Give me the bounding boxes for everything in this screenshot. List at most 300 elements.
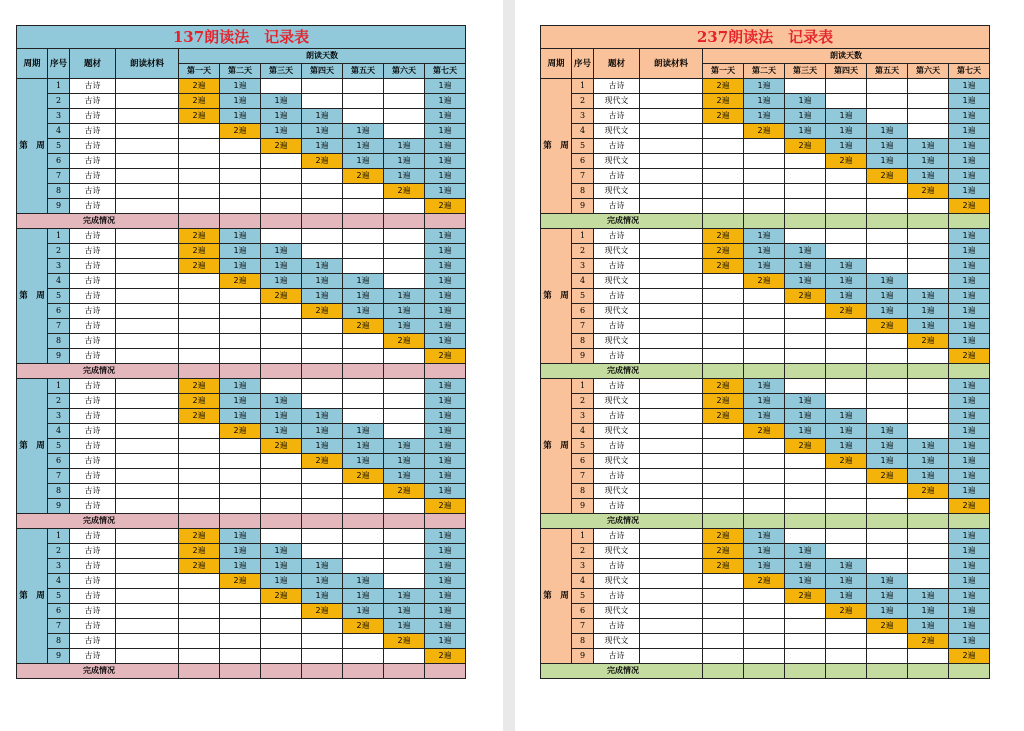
- material-cell[interactable]: [640, 124, 703, 139]
- day-cell[interactable]: 1遍: [220, 259, 261, 274]
- day-cell[interactable]: 1遍: [867, 604, 908, 619]
- day-cell[interactable]: 1遍: [949, 604, 990, 619]
- day-cell[interactable]: [867, 199, 908, 214]
- completion-cell[interactable]: [179, 514, 220, 529]
- day-cell[interactable]: [220, 334, 261, 349]
- day-cell[interactable]: [867, 349, 908, 364]
- day-cell[interactable]: 1遍: [425, 424, 466, 439]
- day-cell[interactable]: [785, 79, 826, 94]
- day-cell[interactable]: 1遍: [744, 259, 785, 274]
- day-cell[interactable]: 1遍: [425, 139, 466, 154]
- day-cell[interactable]: 1遍: [744, 94, 785, 109]
- material-cell[interactable]: [116, 334, 179, 349]
- day-cell[interactable]: [179, 334, 220, 349]
- completion-cell[interactable]: [908, 514, 949, 529]
- day-cell[interactable]: [826, 499, 867, 514]
- day-cell[interactable]: [302, 634, 343, 649]
- day-cell[interactable]: 1遍: [302, 139, 343, 154]
- day-cell[interactable]: 2遍: [826, 304, 867, 319]
- day-cell[interactable]: [744, 454, 785, 469]
- material-cell[interactable]: [640, 499, 703, 514]
- completion-cell[interactable]: [425, 364, 466, 379]
- day-cell[interactable]: [826, 529, 867, 544]
- material-cell[interactable]: [116, 499, 179, 514]
- day-cell[interactable]: [744, 154, 785, 169]
- day-cell[interactable]: 1遍: [302, 424, 343, 439]
- day-cell[interactable]: [179, 454, 220, 469]
- day-cell[interactable]: 2遍: [703, 409, 744, 424]
- day-cell[interactable]: [261, 154, 302, 169]
- day-cell[interactable]: 1遍: [744, 529, 785, 544]
- material-cell[interactable]: [640, 454, 703, 469]
- day-cell[interactable]: [826, 379, 867, 394]
- completion-cell[interactable]: [343, 364, 384, 379]
- day-cell[interactable]: [343, 634, 384, 649]
- day-cell[interactable]: [261, 649, 302, 664]
- day-cell[interactable]: [908, 109, 949, 124]
- day-cell[interactable]: 1遍: [949, 259, 990, 274]
- day-cell[interactable]: 1遍: [425, 454, 466, 469]
- day-cell[interactable]: [384, 499, 425, 514]
- day-cell[interactable]: [867, 394, 908, 409]
- completion-cell[interactable]: [785, 664, 826, 679]
- day-cell[interactable]: [703, 469, 744, 484]
- day-cell[interactable]: 1遍: [220, 559, 261, 574]
- day-cell[interactable]: [261, 229, 302, 244]
- day-cell[interactable]: [179, 124, 220, 139]
- day-cell[interactable]: 1遍: [949, 469, 990, 484]
- day-cell[interactable]: 1遍: [908, 619, 949, 634]
- day-cell[interactable]: 1遍: [220, 79, 261, 94]
- day-cell[interactable]: [785, 499, 826, 514]
- day-cell[interactable]: 2遍: [703, 529, 744, 544]
- completion-cell[interactable]: [220, 214, 261, 229]
- material-cell[interactable]: [640, 649, 703, 664]
- day-cell[interactable]: [744, 319, 785, 334]
- day-cell[interactable]: [703, 289, 744, 304]
- material-cell[interactable]: [116, 439, 179, 454]
- day-cell[interactable]: [384, 199, 425, 214]
- day-cell[interactable]: [826, 394, 867, 409]
- day-cell[interactable]: 1遍: [425, 409, 466, 424]
- completion-cell[interactable]: [949, 514, 990, 529]
- day-cell[interactable]: 1遍: [384, 304, 425, 319]
- material-cell[interactable]: [640, 304, 703, 319]
- day-cell[interactable]: [908, 259, 949, 274]
- day-cell[interactable]: [220, 169, 261, 184]
- day-cell[interactable]: [703, 124, 744, 139]
- day-cell[interactable]: [826, 484, 867, 499]
- day-cell[interactable]: 1遍: [867, 124, 908, 139]
- day-cell[interactable]: 1遍: [867, 424, 908, 439]
- day-cell[interactable]: [343, 529, 384, 544]
- day-cell[interactable]: [785, 379, 826, 394]
- day-cell[interactable]: 1遍: [826, 109, 867, 124]
- day-cell[interactable]: [220, 484, 261, 499]
- day-cell[interactable]: [302, 649, 343, 664]
- day-cell[interactable]: 1遍: [949, 619, 990, 634]
- day-cell[interactable]: 1遍: [220, 544, 261, 559]
- day-cell[interactable]: [908, 574, 949, 589]
- material-cell[interactable]: [116, 244, 179, 259]
- day-cell[interactable]: [826, 94, 867, 109]
- day-cell[interactable]: 1遍: [384, 319, 425, 334]
- day-cell[interactable]: 1遍: [867, 439, 908, 454]
- day-cell[interactable]: [867, 499, 908, 514]
- day-cell[interactable]: 1遍: [949, 304, 990, 319]
- completion-cell[interactable]: [703, 664, 744, 679]
- day-cell[interactable]: 2遍: [703, 244, 744, 259]
- day-cell[interactable]: [703, 199, 744, 214]
- day-cell[interactable]: [867, 334, 908, 349]
- material-cell[interactable]: [116, 409, 179, 424]
- day-cell[interactable]: [384, 229, 425, 244]
- day-cell[interactable]: [826, 169, 867, 184]
- day-cell[interactable]: 2遍: [867, 619, 908, 634]
- completion-cell[interactable]: [744, 214, 785, 229]
- completion-cell[interactable]: [744, 664, 785, 679]
- day-cell[interactable]: 1遍: [949, 574, 990, 589]
- day-cell[interactable]: [343, 649, 384, 664]
- day-cell[interactable]: 2遍: [744, 424, 785, 439]
- day-cell[interactable]: [867, 379, 908, 394]
- day-cell[interactable]: [384, 79, 425, 94]
- day-cell[interactable]: [302, 544, 343, 559]
- material-cell[interactable]: [116, 169, 179, 184]
- day-cell[interactable]: [343, 109, 384, 124]
- day-cell[interactable]: 2遍: [261, 289, 302, 304]
- day-cell[interactable]: 2遍: [949, 649, 990, 664]
- day-cell[interactable]: [785, 199, 826, 214]
- day-cell[interactable]: 2遍: [867, 319, 908, 334]
- day-cell[interactable]: 2遍: [179, 379, 220, 394]
- material-cell[interactable]: [116, 559, 179, 574]
- day-cell[interactable]: [261, 349, 302, 364]
- day-cell[interactable]: [908, 394, 949, 409]
- day-cell[interactable]: [384, 379, 425, 394]
- day-cell[interactable]: 2遍: [908, 484, 949, 499]
- day-cell[interactable]: 1遍: [949, 424, 990, 439]
- day-cell[interactable]: [302, 244, 343, 259]
- day-cell[interactable]: [384, 574, 425, 589]
- day-cell[interactable]: [261, 484, 302, 499]
- day-cell[interactable]: 1遍: [744, 79, 785, 94]
- day-cell[interactable]: [826, 619, 867, 634]
- day-cell[interactable]: 1遍: [261, 259, 302, 274]
- material-cell[interactable]: [640, 349, 703, 364]
- day-cell[interactable]: 1遍: [302, 439, 343, 454]
- day-cell[interactable]: [703, 454, 744, 469]
- completion-cell[interactable]: [343, 214, 384, 229]
- completion-cell[interactable]: [384, 664, 425, 679]
- day-cell[interactable]: 2遍: [826, 454, 867, 469]
- day-cell[interactable]: 1遍: [908, 454, 949, 469]
- day-cell[interactable]: [867, 244, 908, 259]
- day-cell[interactable]: [703, 499, 744, 514]
- day-cell[interactable]: 2遍: [425, 199, 466, 214]
- day-cell[interactable]: 1遍: [425, 304, 466, 319]
- day-cell[interactable]: 1遍: [343, 124, 384, 139]
- day-cell[interactable]: [220, 634, 261, 649]
- day-cell[interactable]: 1遍: [261, 109, 302, 124]
- day-cell[interactable]: 1遍: [908, 154, 949, 169]
- day-cell[interactable]: 1遍: [949, 634, 990, 649]
- day-cell[interactable]: [867, 229, 908, 244]
- day-cell[interactable]: [261, 529, 302, 544]
- day-cell[interactable]: [826, 184, 867, 199]
- day-cell[interactable]: [261, 469, 302, 484]
- day-cell[interactable]: 1遍: [425, 79, 466, 94]
- day-cell[interactable]: [220, 154, 261, 169]
- material-cell[interactable]: [640, 379, 703, 394]
- day-cell[interactable]: 1遍: [302, 289, 343, 304]
- day-cell[interactable]: [703, 439, 744, 454]
- day-cell[interactable]: 2遍: [425, 349, 466, 364]
- material-cell[interactable]: [640, 424, 703, 439]
- material-cell[interactable]: [116, 304, 179, 319]
- material-cell[interactable]: [116, 199, 179, 214]
- day-cell[interactable]: 1遍: [261, 574, 302, 589]
- completion-cell[interactable]: [949, 364, 990, 379]
- material-cell[interactable]: [116, 589, 179, 604]
- completion-cell[interactable]: [220, 664, 261, 679]
- day-cell[interactable]: 1遍: [785, 109, 826, 124]
- day-cell[interactable]: [261, 199, 302, 214]
- day-cell[interactable]: 1遍: [949, 124, 990, 139]
- day-cell[interactable]: [744, 649, 785, 664]
- day-cell[interactable]: [703, 154, 744, 169]
- day-cell[interactable]: [179, 304, 220, 319]
- completion-cell[interactable]: [302, 664, 343, 679]
- day-cell[interactable]: 1遍: [908, 319, 949, 334]
- day-cell[interactable]: [785, 304, 826, 319]
- day-cell[interactable]: 2遍: [179, 394, 220, 409]
- day-cell[interactable]: 1遍: [261, 244, 302, 259]
- day-cell[interactable]: 1遍: [785, 94, 826, 109]
- completion-cell[interactable]: [425, 214, 466, 229]
- day-cell[interactable]: 2遍: [179, 529, 220, 544]
- day-cell[interactable]: 1遍: [949, 454, 990, 469]
- day-cell[interactable]: 1遍: [384, 469, 425, 484]
- day-cell[interactable]: 1遍: [826, 559, 867, 574]
- day-cell[interactable]: 1遍: [220, 94, 261, 109]
- day-cell[interactable]: [744, 619, 785, 634]
- day-cell[interactable]: [220, 199, 261, 214]
- day-cell[interactable]: 1遍: [425, 244, 466, 259]
- day-cell[interactable]: [744, 469, 785, 484]
- day-cell[interactable]: 2遍: [703, 259, 744, 274]
- completion-cell[interactable]: [261, 214, 302, 229]
- day-cell[interactable]: 1遍: [867, 274, 908, 289]
- day-cell[interactable]: [826, 244, 867, 259]
- day-cell[interactable]: [179, 499, 220, 514]
- material-cell[interactable]: [640, 244, 703, 259]
- day-cell[interactable]: [179, 424, 220, 439]
- day-cell[interactable]: 1遍: [425, 334, 466, 349]
- day-cell[interactable]: 2遍: [179, 559, 220, 574]
- material-cell[interactable]: [116, 349, 179, 364]
- day-cell[interactable]: 2遍: [220, 424, 261, 439]
- material-cell[interactable]: [640, 109, 703, 124]
- completion-cell[interactable]: [179, 664, 220, 679]
- completion-cell[interactable]: [908, 364, 949, 379]
- day-cell[interactable]: 1遍: [826, 259, 867, 274]
- day-cell[interactable]: [703, 649, 744, 664]
- day-cell[interactable]: 1遍: [785, 274, 826, 289]
- day-cell[interactable]: [343, 94, 384, 109]
- day-cell[interactable]: 1遍: [425, 109, 466, 124]
- day-cell[interactable]: 1遍: [826, 439, 867, 454]
- completion-cell[interactable]: [785, 514, 826, 529]
- day-cell[interactable]: 1遍: [908, 139, 949, 154]
- day-cell[interactable]: [179, 319, 220, 334]
- day-cell[interactable]: 1遍: [343, 139, 384, 154]
- day-cell[interactable]: [343, 244, 384, 259]
- day-cell[interactable]: [908, 649, 949, 664]
- day-cell[interactable]: [826, 544, 867, 559]
- day-cell[interactable]: 1遍: [908, 469, 949, 484]
- day-cell[interactable]: [302, 199, 343, 214]
- day-cell[interactable]: 2遍: [179, 109, 220, 124]
- day-cell[interactable]: 1遍: [343, 424, 384, 439]
- completion-cell[interactable]: [384, 514, 425, 529]
- day-cell[interactable]: 2遍: [703, 94, 744, 109]
- day-cell[interactable]: [384, 244, 425, 259]
- day-cell[interactable]: [302, 499, 343, 514]
- day-cell[interactable]: 2遍: [179, 409, 220, 424]
- completion-cell[interactable]: [703, 514, 744, 529]
- day-cell[interactable]: [703, 319, 744, 334]
- day-cell[interactable]: 1遍: [425, 544, 466, 559]
- day-cell[interactable]: 2遍: [826, 604, 867, 619]
- day-cell[interactable]: [343, 499, 384, 514]
- day-cell[interactable]: 2遍: [785, 289, 826, 304]
- material-cell[interactable]: [640, 634, 703, 649]
- day-cell[interactable]: 1遍: [425, 274, 466, 289]
- day-cell[interactable]: [867, 259, 908, 274]
- day-cell[interactable]: [908, 79, 949, 94]
- day-cell[interactable]: 2遍: [703, 379, 744, 394]
- material-cell[interactable]: [116, 109, 179, 124]
- day-cell[interactable]: [343, 349, 384, 364]
- day-cell[interactable]: 2遍: [703, 559, 744, 574]
- day-cell[interactable]: [384, 544, 425, 559]
- day-cell[interactable]: [384, 259, 425, 274]
- day-cell[interactable]: [179, 439, 220, 454]
- day-cell[interactable]: 1遍: [744, 544, 785, 559]
- day-cell[interactable]: 2遍: [179, 79, 220, 94]
- material-cell[interactable]: [640, 394, 703, 409]
- day-cell[interactable]: [785, 454, 826, 469]
- day-cell[interactable]: [220, 589, 261, 604]
- day-cell[interactable]: [220, 499, 261, 514]
- day-cell[interactable]: 1遍: [949, 334, 990, 349]
- day-cell[interactable]: 2遍: [785, 439, 826, 454]
- day-cell[interactable]: 2遍: [744, 274, 785, 289]
- day-cell[interactable]: 1遍: [908, 439, 949, 454]
- day-cell[interactable]: 2遍: [908, 184, 949, 199]
- day-cell[interactable]: [744, 604, 785, 619]
- day-cell[interactable]: [261, 604, 302, 619]
- material-cell[interactable]: [640, 619, 703, 634]
- day-cell[interactable]: [220, 619, 261, 634]
- day-cell[interactable]: 1遍: [343, 304, 384, 319]
- day-cell[interactable]: [179, 589, 220, 604]
- completion-cell[interactable]: [703, 364, 744, 379]
- day-cell[interactable]: 1遍: [949, 589, 990, 604]
- day-cell[interactable]: 1遍: [302, 109, 343, 124]
- day-cell[interactable]: 1遍: [949, 169, 990, 184]
- day-cell[interactable]: 1遍: [425, 289, 466, 304]
- day-cell[interactable]: 2遍: [261, 139, 302, 154]
- day-cell[interactable]: 2遍: [867, 169, 908, 184]
- day-cell[interactable]: 2遍: [220, 274, 261, 289]
- day-cell[interactable]: [220, 184, 261, 199]
- day-cell[interactable]: [867, 484, 908, 499]
- material-cell[interactable]: [640, 604, 703, 619]
- completion-cell[interactable]: [220, 364, 261, 379]
- day-cell[interactable]: [785, 169, 826, 184]
- day-cell[interactable]: 1遍: [220, 409, 261, 424]
- day-cell[interactable]: [343, 199, 384, 214]
- day-cell[interactable]: [908, 349, 949, 364]
- day-cell[interactable]: [908, 544, 949, 559]
- day-cell[interactable]: 1遍: [867, 589, 908, 604]
- completion-cell[interactable]: [826, 364, 867, 379]
- material-cell[interactable]: [640, 274, 703, 289]
- day-cell[interactable]: [220, 319, 261, 334]
- day-cell[interactable]: [744, 184, 785, 199]
- day-cell[interactable]: [302, 229, 343, 244]
- day-cell[interactable]: [179, 154, 220, 169]
- completion-cell[interactable]: [867, 214, 908, 229]
- material-cell[interactable]: [640, 94, 703, 109]
- material-cell[interactable]: [116, 79, 179, 94]
- day-cell[interactable]: [220, 439, 261, 454]
- day-cell[interactable]: 1遍: [867, 454, 908, 469]
- day-cell[interactable]: [703, 304, 744, 319]
- day-cell[interactable]: 1遍: [867, 289, 908, 304]
- completion-cell[interactable]: [302, 364, 343, 379]
- day-cell[interactable]: [179, 349, 220, 364]
- material-cell[interactable]: [640, 544, 703, 559]
- day-cell[interactable]: [343, 394, 384, 409]
- day-cell[interactable]: [908, 424, 949, 439]
- day-cell[interactable]: 1遍: [826, 574, 867, 589]
- material-cell[interactable]: [116, 94, 179, 109]
- material-cell[interactable]: [116, 529, 179, 544]
- day-cell[interactable]: [384, 94, 425, 109]
- day-cell[interactable]: 1遍: [261, 394, 302, 409]
- day-cell[interactable]: 1遍: [949, 154, 990, 169]
- day-cell[interactable]: 1遍: [949, 394, 990, 409]
- day-cell[interactable]: [261, 379, 302, 394]
- material-cell[interactable]: [116, 379, 179, 394]
- day-cell[interactable]: [785, 184, 826, 199]
- day-cell[interactable]: 1遍: [261, 124, 302, 139]
- day-cell[interactable]: 2遍: [908, 334, 949, 349]
- day-cell[interactable]: 1遍: [949, 274, 990, 289]
- day-cell[interactable]: [703, 334, 744, 349]
- day-cell[interactable]: 1遍: [867, 154, 908, 169]
- day-cell[interactable]: 1遍: [384, 439, 425, 454]
- day-cell[interactable]: [179, 649, 220, 664]
- day-cell[interactable]: [785, 484, 826, 499]
- completion-cell[interactable]: [261, 364, 302, 379]
- completion-cell[interactable]: [826, 664, 867, 679]
- day-cell[interactable]: 1遍: [384, 604, 425, 619]
- day-cell[interactable]: 1遍: [867, 139, 908, 154]
